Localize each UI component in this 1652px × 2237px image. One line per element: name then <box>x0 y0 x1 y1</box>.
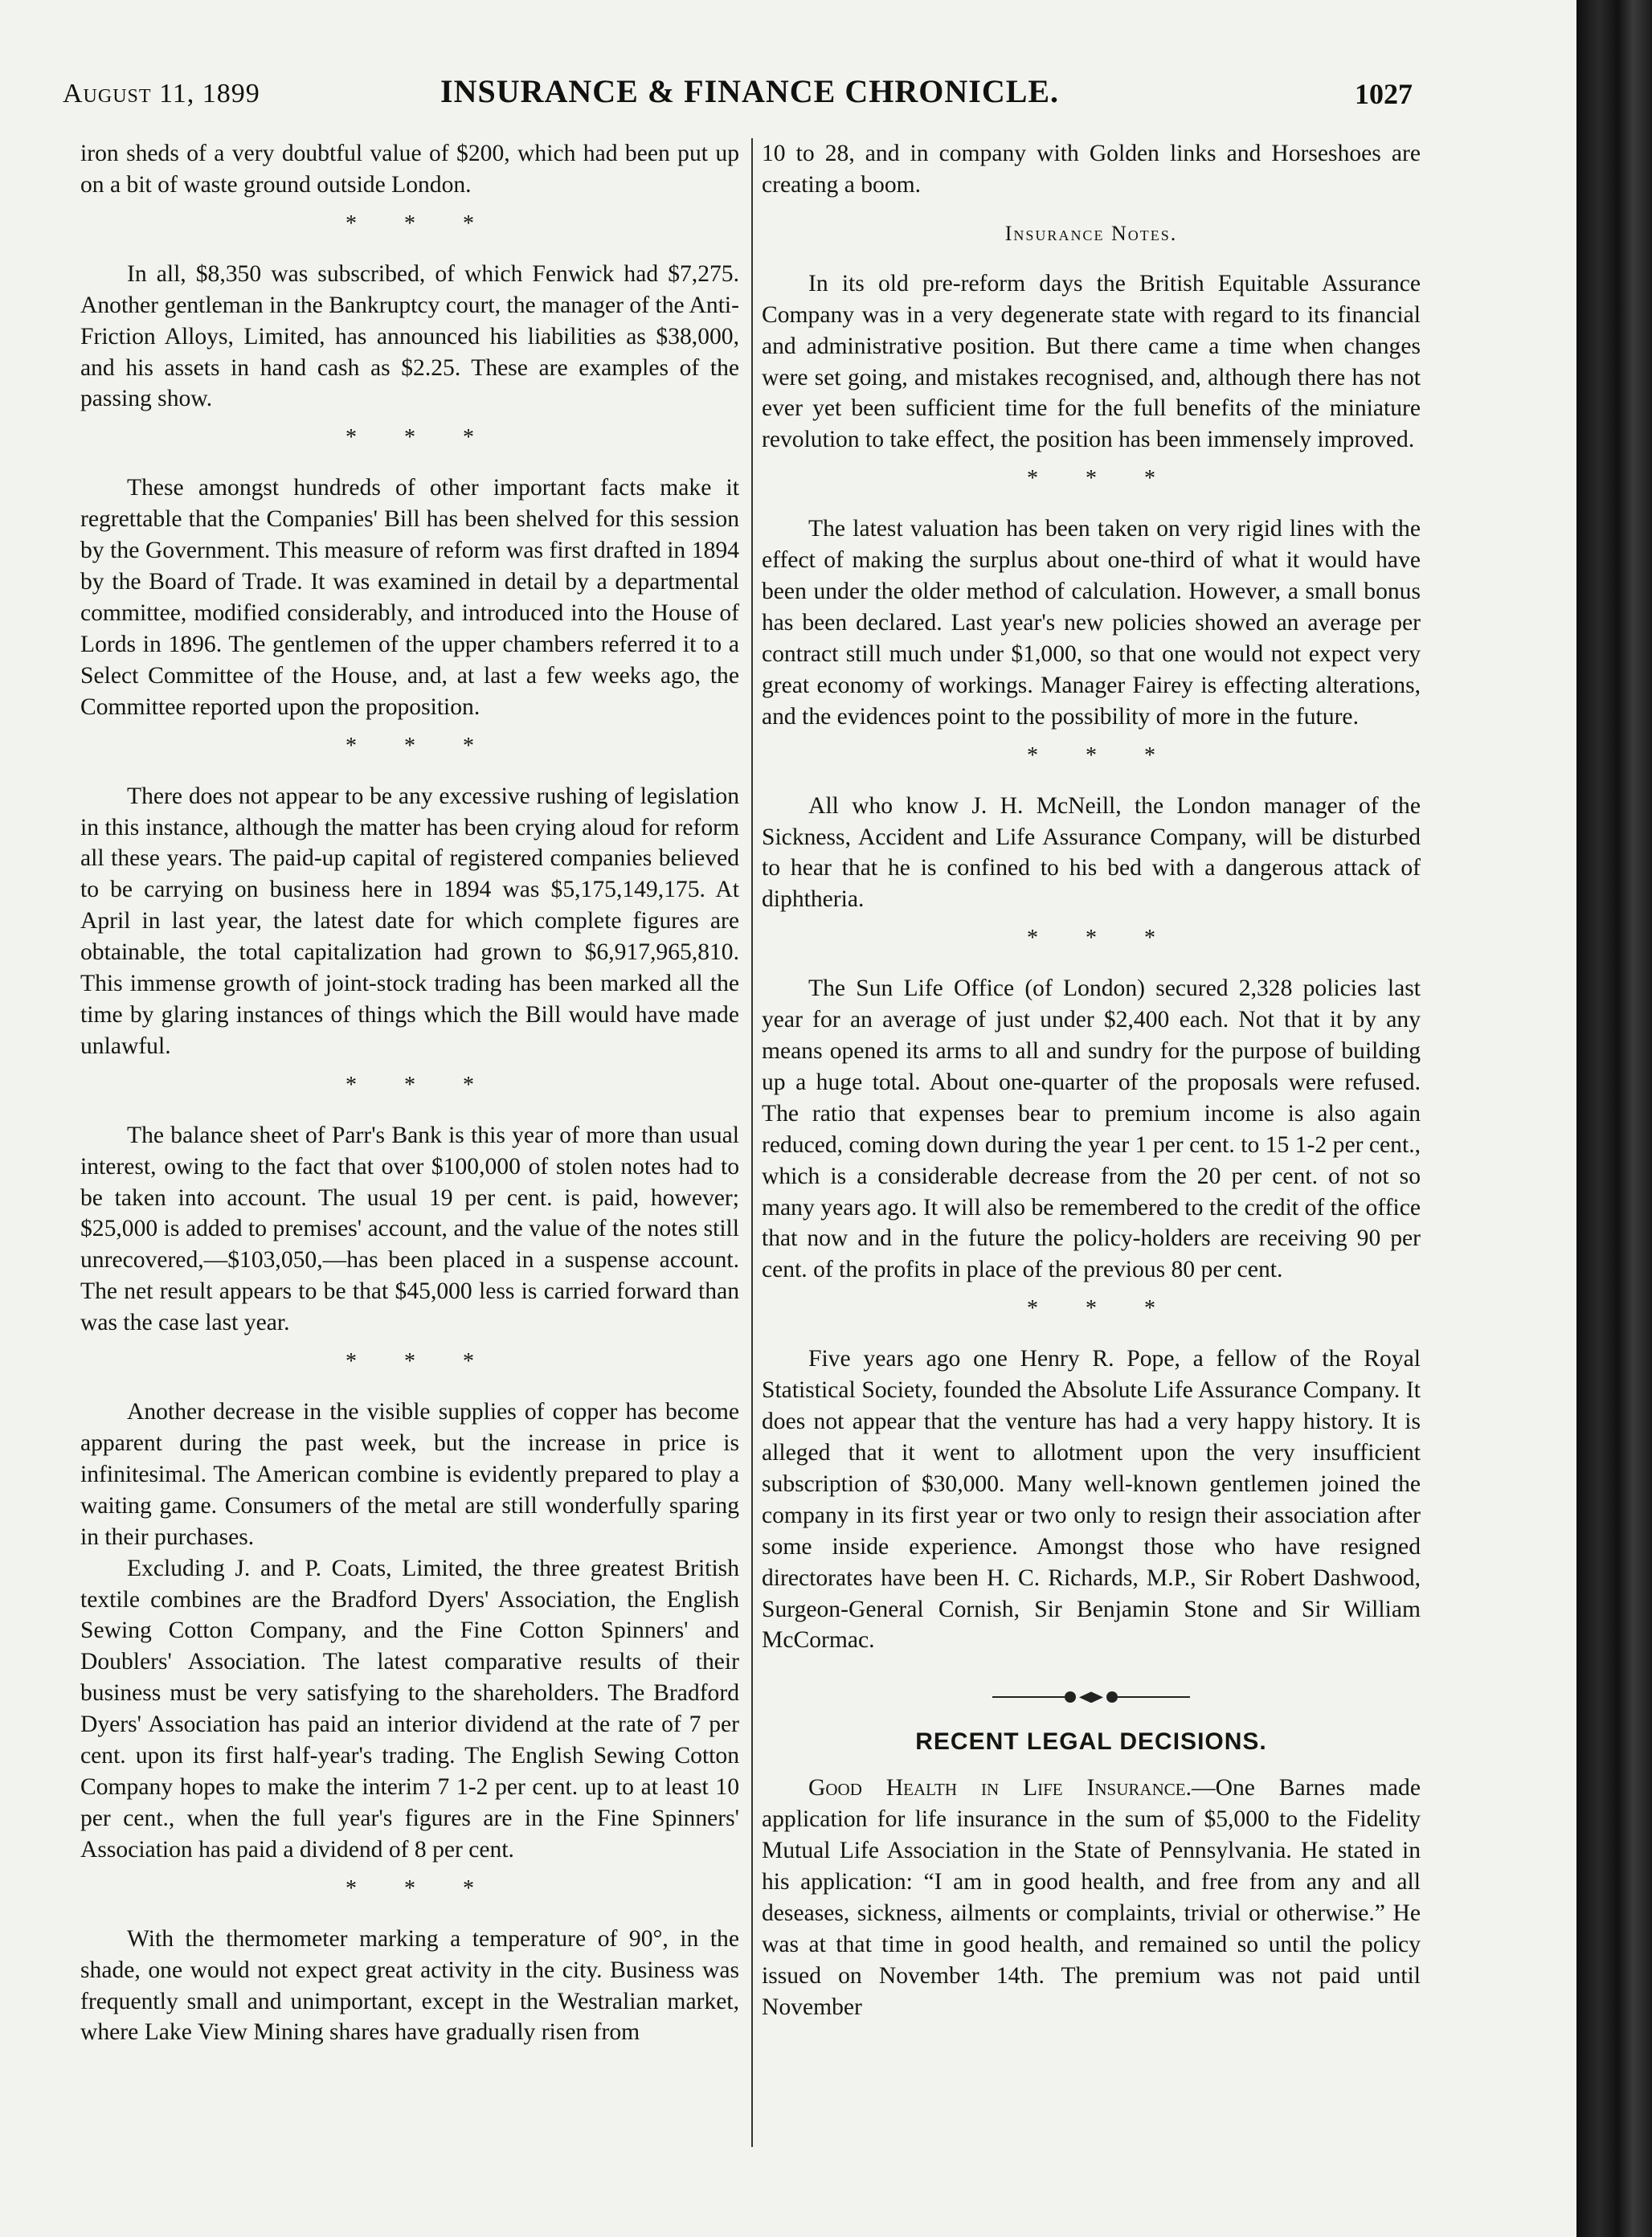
right-column <box>762 138 1421 2023</box>
paragraph: Excluding J. and P. Coats, Limited, the three greatest British textile combines are the Bradford Dyers' Association, the English Sewing Cotton Company, and the Fine Cotton Spinners' and Doublers' Association. The latest comparative results of their business must be very satisfying to the shareholders. The Bradford Dyers' Association has paid an interior dividend at the rate of 7 per cent. upon its first half-year's trading. The English Sewing Cotton Company hopes to make the interim 7 1-2 per cent. up to at least 10 per cent., when the full year's figures are in the Fine Spinners' Association has paid a dividend of 8 per cent. <box>80 1555 739 1863</box>
section-heading-legal-decisions: RECENT LEGAL DECISIONS. <box>915 1728 1267 1756</box>
ornament-line <box>992 1696 1065 1698</box>
section-separator: * * * <box>1027 466 1176 492</box>
section-separator: * * * <box>346 425 495 451</box>
page-header <box>63 72 1413 112</box>
section-separator: * * * <box>1027 926 1176 951</box>
ornament-dot <box>1106 1691 1118 1703</box>
paragraph: 10 to 28, and in company with Golden links and Horseshoes are creating a boom. <box>762 141 1421 198</box>
paragraph: iron sheds of a very doubtful value of $200, which had been put up on a bit of waste ground outside London. <box>80 141 739 198</box>
issue-date: August 11, 1899 <box>63 79 260 108</box>
section-heading-insurance-notes: Insurance Notes. <box>1004 221 1178 245</box>
paragraph <box>762 1773 1421 2022</box>
paragraph: In all, $8,350 was subscribed, of which Fenwick had $7,275. Another gentleman in the Bankruptcy court, the manager of the Anti-Friction Alloys, Limited, has announced his liabilities as $38,000, and his assets in hand cash as $2.25. These are examples of the passing show. <box>80 260 739 412</box>
left-column <box>80 138 739 2048</box>
case-text: —One Barnes made application for life insurance in the sum of $5,000 to the Fidelity Mutual Life Association in the State of Pennsylvania. He stated in his application: “I am in good health, and free from any and all deseases, sickness, ailments or complaints, trivial or otherwise.” He was at that time in good health, and remained so until the policy issued on November 14th. The premium was not paid until November <box>762 1775 1421 2020</box>
section-separator: * * * <box>346 1349 495 1375</box>
publication-title: INSURANCE & FINANCE CHRONICLE. <box>440 73 1060 109</box>
section-separator: * * * <box>1027 1296 1176 1322</box>
section-separator: * * * <box>1027 742 1176 768</box>
paragraph: Another decrease in the visible supplies of copper has become apparent during the past week, but the increase in price is infinitesimal. The American combine is evidently prepared to play a waiting game. Consumers of the metal are still wonderfully sparing in their purchases. <box>80 1399 739 1550</box>
paragraph: All who know J. H. McNeill, the London manager of the Sickness, Accident and Life Assurance Company, will be disturbed to hear that he is confined to his bed with a dangerous attack of diphtheria. <box>762 792 1421 913</box>
book-binding-edge <box>1576 0 1652 2237</box>
section-separator: * * * <box>346 733 495 759</box>
paragraph: These amongst hundreds of other important facts make it regrettable that the Companies' Bill has been shelved for this session by the Government. This measure of reform was first drafted in 1894 by the Board of Trade. It was examined in detail by a departmental committee, modified considerably, and introduced into the House of Lords in 1896. The gentlemen of the upper chambers referred it to a Select Committee of the House, and, at last a few weeks ago, the Committee reported upon the proposition. <box>80 475 739 720</box>
ornament-line <box>1118 1696 1190 1698</box>
ornament-diamond <box>1079 1691 1103 1703</box>
paragraph: The Sun Life Office (of London) secured 2,328 policies last year for an average of just under $2,400 each. Not that it by any means opened its arms to all and sundry for the purpose of building up a huge total. About one-quarter of the proposals were refused. The ratio that expenses bear to premium income is also again reduced, coming down during the year 1 per cent. to 15 1-2 per cent., which is a considerable decrease from the 20 per cent. of not so many years ago. It will also be remembered to the credit of the office that now and in the future the policy-holders are receiving 90 per cent. of the profits in place of the previous 80 per cent. <box>762 975 1421 1283</box>
page-number: 1027 <box>1355 78 1413 110</box>
case-title: Good Health in Life Insurance. <box>808 1775 1192 1801</box>
paragraph: The balance sheet of Parr's Bank is this year of more than usual interest, owing to the fact that over $100,000 of stolen notes had to be taken into account. The usual 19 per cent. is paid, however; $25,000 is added to premises' account, and the value of the notes still unrecovered,—$103,050,—has been placed in a suspense account. The net result appears to be that $45,000 less is carried forward than was the case last year. <box>80 1122 739 1336</box>
section-separator: * * * <box>346 211 495 236</box>
ornament-dot <box>1065 1691 1076 1703</box>
paragraph: With the thermometer marking a temperature of 90°, in the shade, one would not expect great activity in the city. Business was frequently small and unimportant, except in the Westralian market, where Lake View Mining shares have gradually risen from <box>80 1925 739 2046</box>
paragraph: Five years ago one Henry R. Pope, a fellow of the Royal Statistical Society, founded the Absolute Life Assurance Company. It does not appear that the venture has had a very happy history. It is alleged that it went to allotment upon the very insufficient subscription of $30,000. Many well-known gentlemen joined the company in its first year or two only to resign their association after some inside experience. Amongst those who have resigned directorates have been H. C. Richards, M.P., Sir Robert Dashwood, Surgeon-General Cornish, Sir Benjamin Stone and Sir William McCormac. <box>762 1346 1421 1654</box>
ornament-divider <box>762 1685 1421 1709</box>
section-separator: * * * <box>346 1875 495 1901</box>
column-rule <box>751 138 753 2147</box>
paragraph: In its old pre-reform days the British Equitable Assurance Company was in a very degenerate state with regard to its financial and administrative position. But there came a time when changes were set going, and mistakes recognised, and, although there has not ever yet been sufficient time for the full benefits of the miniature revolution to take effect, the position has been immensely improved. <box>762 270 1421 453</box>
paragraph: There does not appear to be any excessive rushing of legislation in this instance, although the matter has been crying aloud for reform all these years. The paid-up capital of registered companies believed to be carrying on business here in 1894 was $5,175,149,175. At April in last year, the latest date for which complete figures are obtainable, the total capitalization had grown to $6,917,965,810. This immense growth of joint-stock trading has been marked all the time by glaring instances of things which the Bill would have made unlawful. <box>80 783 739 1059</box>
section-separator: * * * <box>346 1072 495 1098</box>
paragraph: The latest valuation has been taken on very rigid lines with the effect of making the surplus about one-third of what it would have been under the older method of calculation. However, a small bonus has been declared. Last year's new policies showed an average per contract still much under $1,000, so that one would not expect very great economy of workings. Manager Fairey is effecting alterations, and the evidences point to the possibility of more in the future. <box>762 516 1421 730</box>
